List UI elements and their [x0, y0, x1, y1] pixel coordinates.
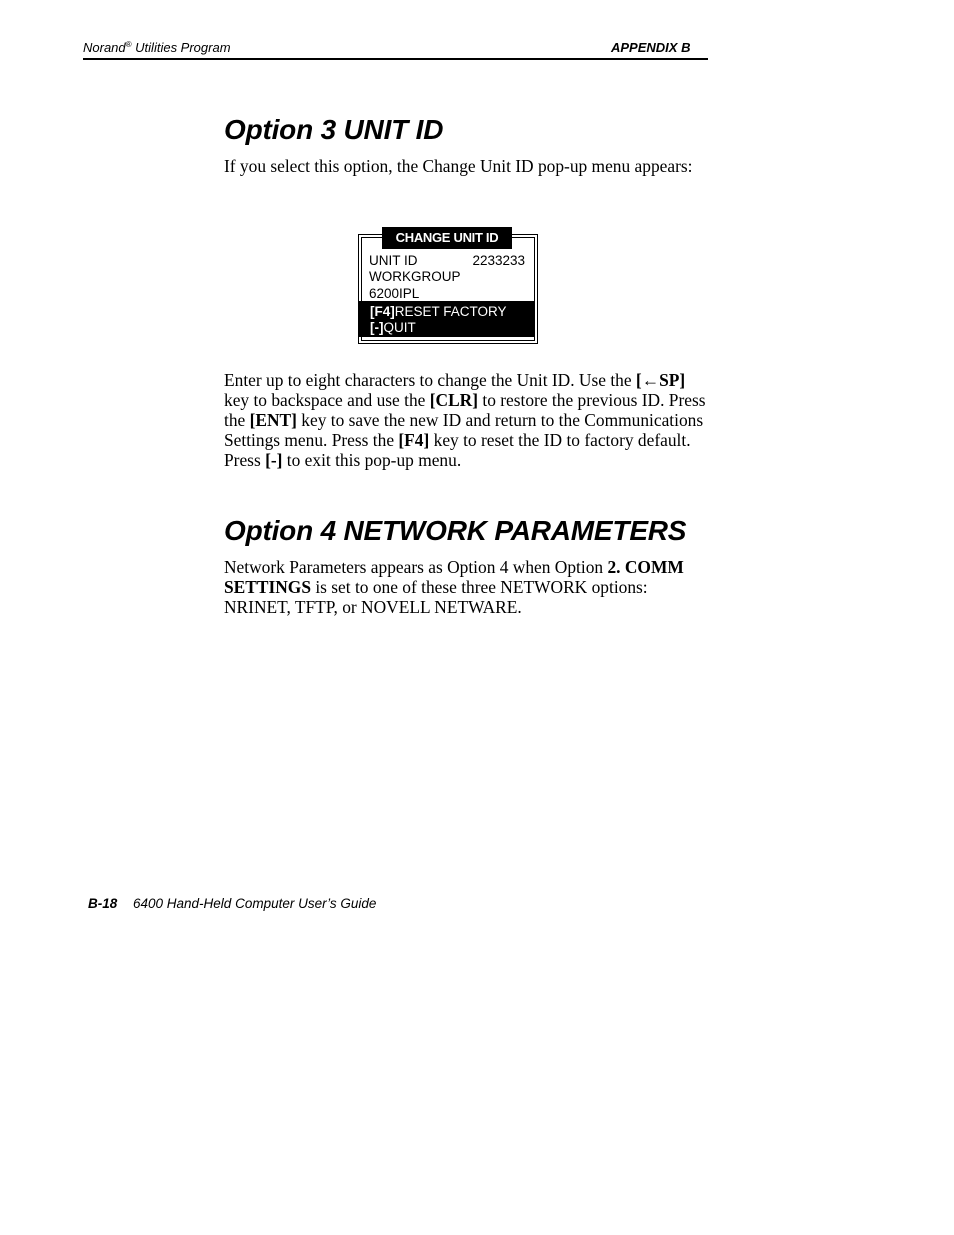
key-f4: [F4]	[398, 430, 430, 450]
workgroup-row: WORKGROUP	[369, 269, 461, 284]
screen-menu	[359, 301, 535, 337]
menu-label-quit: QUIT	[383, 320, 416, 335]
menu-key-f4: [F4]	[370, 304, 395, 319]
option4-heading: Option 4 NETWORK PARAMETERS	[224, 515, 687, 546]
unit-id-value: 2233233	[472, 253, 525, 268]
header-program: Utilities Program	[135, 40, 231, 55]
instr-text: key to backspace and use the	[224, 390, 430, 410]
instr-text: Enter up to eight characters to change the Unit ID. Use the	[224, 370, 636, 390]
network-text: is set to one of these three NETWORK options: NRINET, TFTP, or NOVELL NETWARE.	[224, 577, 648, 617]
menu-key-minus: [-]	[370, 320, 384, 335]
footer-page-number: B-18	[88, 896, 118, 911]
key-backspace: [←SP]	[635, 370, 686, 390]
instr-text: key to reset the ID to factory default. Press	[224, 430, 691, 470]
running-header-left	[83, 40, 231, 55]
option3-intro: If you select this option, the Change Unit ID pop-up menu appears:	[224, 156, 693, 176]
option3-instructions	[224, 370, 706, 470]
header-brand: Norand	[83, 40, 126, 55]
comm-settings-ref: 2. COMM SETTINGS	[224, 557, 684, 597]
key-minus: [-]	[265, 450, 283, 470]
ipl-row: 6200IPL	[369, 286, 420, 301]
registered-mark: ®	[125, 40, 132, 49]
menu-item-quit	[370, 320, 416, 336]
footer-title: 6400 Hand-Held Computer User’s Guide	[133, 896, 377, 911]
network-text: Network Parameters appears as Option 4 when Option	[224, 557, 608, 577]
unit-id-row	[369, 253, 525, 269]
running-header-section: APPENDIX B	[611, 40, 691, 55]
menu-label-reset: RESET FACTORY	[394, 304, 507, 319]
header-rule	[83, 58, 708, 60]
menu-item-reset-factory	[370, 304, 507, 320]
key-ent: [ENT]	[249, 410, 297, 430]
key-clr: [CLR]	[429, 390, 479, 410]
option4-paragraph	[224, 557, 706, 617]
instr-text: to exit this pop-up menu.	[282, 450, 462, 470]
unit-id-label: UNIT ID	[369, 253, 418, 268]
instr-text: to restore the previous ID. Press the	[224, 390, 706, 430]
instr-text: key to save the new ID and return to the Communications Settings menu. Press the	[224, 410, 704, 450]
change-unit-id-screen	[358, 230, 538, 344]
screen-title: CHANGE UNIT ID	[382, 227, 512, 249]
option3-heading: Option 3 UNIT ID	[224, 114, 444, 145]
